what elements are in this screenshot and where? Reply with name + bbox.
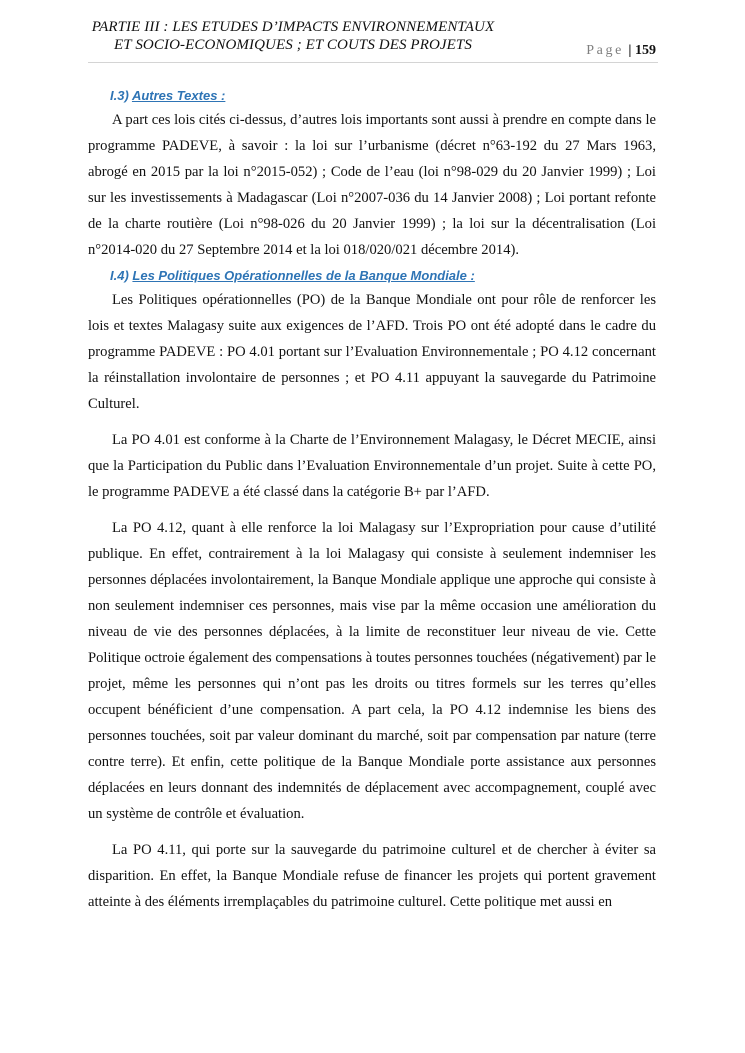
page-number-block (586, 43, 656, 59)
header-divider (88, 62, 658, 63)
section-heading-autres-textes (110, 86, 656, 106)
running-title-line-2: ET SOCIO-ECONOMIQUES ; ET COUTS DES PROJETS (114, 37, 472, 53)
section-title: Autres Textes : (131, 88, 226, 103)
section-heading-politiques-operationnelles (110, 266, 656, 286)
paragraph-po-4-12: La PO 4.12, quant à elle renforce la loi Malagasy sur l’Expropriation pour cause d’utilité publique. En effet, contrairement à la loi Malagasy qui consiste à seulement indemniser les personnes déplacées involontairement, la Banque Mondiale applique une approche qui consiste à non seulement indemniser ces personnes, mais vise par la même occasion une amélioration du niveau de vie des personnes déplacées, à la limite de reconstituer leur niveau de vie. Cette Politique octroie également des compensations à toutes personnes touchées (négativement) par le projet, même les personnes qui n’ont pas les droits ou titres formels sur les terres qu’elles occupent bénéficient d’une compensation. A part cela, la PO 4.12 indemnise les biens des personnes touchées, soit par valeur dominant du marché, soit par compensation par nature (terre contre terre). Et enfin, cette politique de la Banque Mondiale porte assistance aux personnes déplacées en leurs donnant des indemnités de déplacement avec accompagnement, couplé avec un système de contrôle et évaluation. (88, 520, 656, 822)
section-number: I.4) (110, 268, 129, 283)
section-title: Les Politiques Opérationnelles de la Banque Mondiale : (132, 268, 475, 283)
paragraph-po-4-11: La PO 4.11, qui porte sur la sauvegarde du patrimoine culturel et de chercher à éviter sa disparition. En effet, la Banque Mondiale refuse de financer les projets qui portent gravement atteinte à des éléments irremplaçables du patrimoine culturel. Cette politique met aussi en (88, 842, 656, 910)
page-separator: | (628, 43, 632, 58)
paragraph-autres-lois: A part ces lois cités ci-dessus, d’autres lois importants sont aussi à prendre en compte dans le programme PADEVE, à savoir : la loi sur l’urbanisme (décret n°63-192 du 27 Mars 1963, abrogé en 2015 par la loi n°2015-052) ; Code de l’eau (loi n°98-029 du 20 Janvier 1999) ; Loi sur les investissements à Madagascar (Loi n°2007-036 du 14 Janvier 2008) ; Loi portant refonte de la charte routière (Loi n°98-026 du 20 Janvier 1999) ; la loi sur la décentralisation (Loi n°2014-020 du 27 Septembre 2014 et la loi 018/020/021 décembre 2014). (88, 112, 656, 258)
paragraph-po-4-01: La PO 4.01 est conforme à la Charte de l’Environnement Malagasy, le Décret MECIE, ainsi que la Participation du Public dans l’Evaluation Environnementale d’un projet. Suite à cette PO, le programme PADEVE a été classé dans la catégorie B+ par l’AFD. (88, 432, 656, 500)
page-number: 159 (635, 43, 656, 58)
section-number: I.3) (110, 88, 129, 103)
document-body (88, 86, 656, 925)
page-label: Page (586, 43, 624, 58)
page-header (0, 0, 745, 64)
running-title (58, 18, 528, 54)
paragraph-politiques-intro: Les Politiques opérationnelles (PO) de la Banque Mondiale ont pour rôle de renforcer les lois et textes Malagasy suite aux exigences de l’AFD. Trois PO ont été adopté dans le cadre du programme PADEVE : PO 4.01 portant sur l’Evaluation Environnementale ; PO 4.12 concernant la réinstallation involontaire de personnes ; et PO 4.11 appuyant la sauvegarde du Patrimoine Culturel. (88, 292, 656, 412)
running-title-line-1: PARTIE III : LES ETUDES D’IMPACTS ENVIRONNEMENTAUX (91, 19, 495, 35)
